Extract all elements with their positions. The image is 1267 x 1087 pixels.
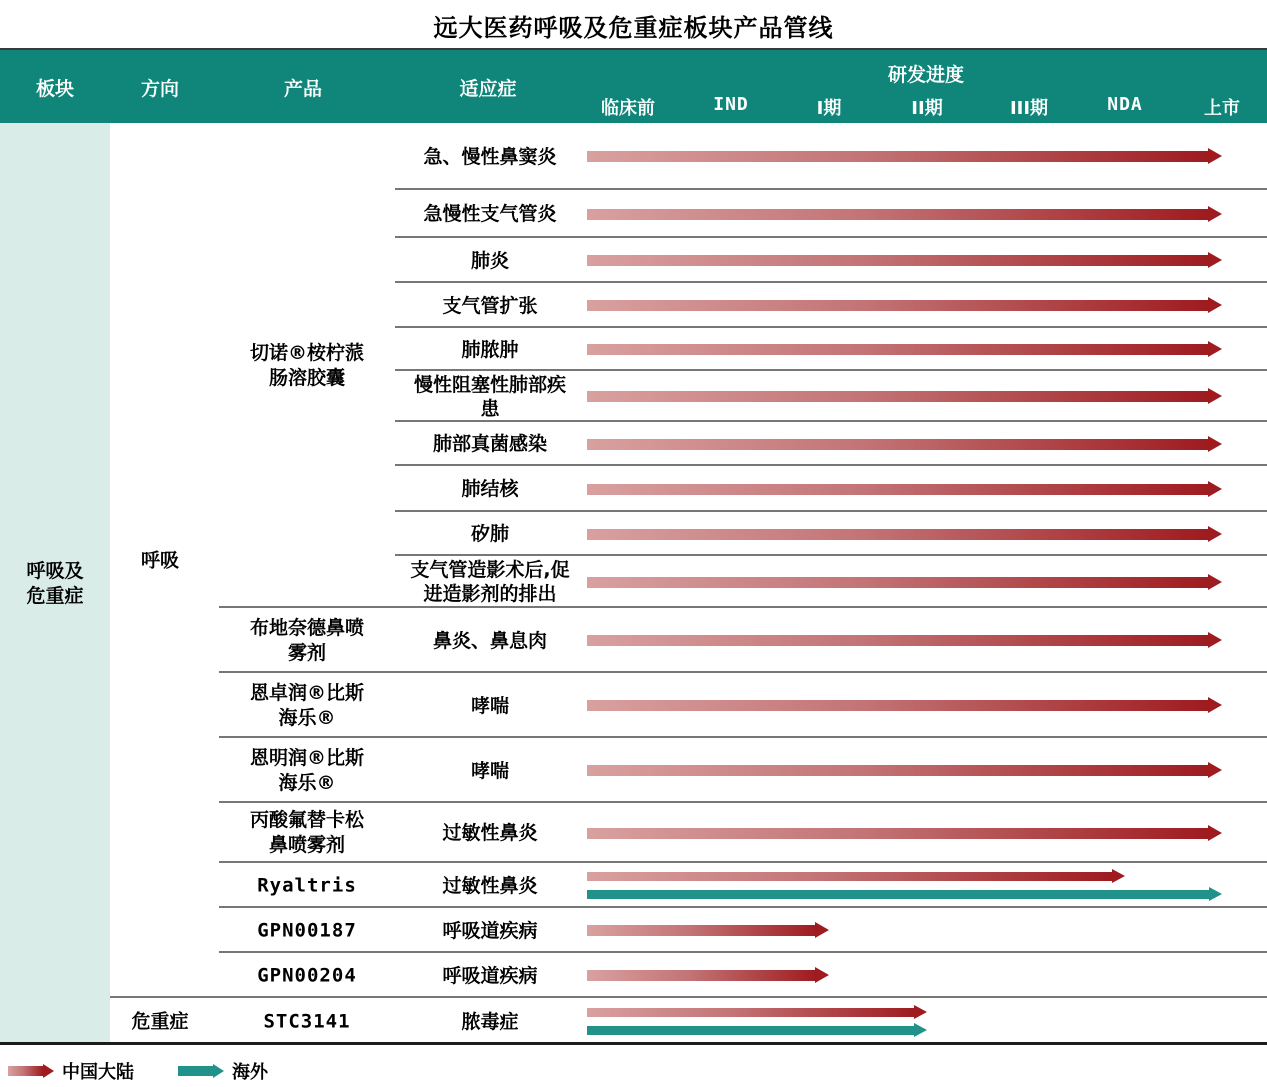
table-header [0,48,1267,123]
progress-arrow-china [587,697,1222,714]
product-label: Ryaltris [257,874,357,896]
pipeline-row [0,328,1267,371]
stage-header: 上市 [1204,98,1240,119]
indication-label: 鼻炎、鼻息肉 [432,629,547,652]
legend-item [178,1058,268,1084]
indication-label: 脓毒症 [461,1010,519,1033]
product-label: 恩明润®比斯海乐® [249,746,364,794]
pipeline-row [0,422,1267,466]
indication-label: 支气管扩张 [442,294,538,317]
pipeline-row [0,608,1267,673]
product-label: 切诺®桉柠蒎肠溶胶囊 [249,341,364,389]
stage-header: II期 [911,98,943,119]
progress-arrow-china [587,922,829,939]
progress-arrow-china [587,632,1222,649]
progress-arrow-china [587,762,1222,779]
progress-arrow-china [587,967,829,984]
stage-header: I期 [816,98,842,119]
progress-arrow-china [587,869,1125,884]
col-header-direction: 方向 [140,78,180,100]
legend-item [8,1058,134,1084]
pipeline-row [0,953,1267,998]
china-arrow-icon [8,1064,54,1078]
pipeline-row [0,123,1267,190]
progress-arrow-overseas [587,1023,927,1038]
progress-arrow-china [587,206,1222,223]
pipeline-row [0,803,1267,863]
indication-label: 急、慢性鼻窦炎 [423,145,557,168]
product-label: 恩卓润®比斯海乐® [249,681,364,729]
indication-label: 肺炎 [470,249,509,272]
product-label: GPN00204 [257,964,357,986]
pipeline-row [0,738,1267,803]
progress-arrow-china [587,148,1222,165]
indication-label: 肺部真菌感染 [432,433,547,455]
progress-arrow-overseas [587,887,1222,902]
progress-arrow-china [587,341,1222,358]
progress-arrow-china [587,252,1222,269]
progress-arrow-china [587,825,1222,842]
indication-label: 矽肺 [470,523,509,545]
stage-header: IND [713,94,749,115]
indication-label: 肺脓肿 [461,338,519,361]
progress-arrow-china [587,297,1222,314]
progress-arrow-china [587,481,1222,498]
chart-title: 远大医药呼吸及危重症板块产品管线 [433,14,834,42]
progress-arrow-china [587,388,1222,405]
col-header-section: 板块 [35,78,75,100]
product-label: GPN00187 [257,919,357,941]
indication-label: 急慢性支气管炎 [423,203,557,225]
legend-label: 中国大陆 [62,1062,134,1083]
pipeline-row [0,190,1267,238]
table-body [0,123,1267,1045]
indication-label: 过敏性鼻炎 [442,822,538,844]
indication-label: 呼吸道疾病 [442,919,538,942]
indication-label: 肺结核 [461,478,519,500]
pipeline-row [0,998,1267,1045]
col-header-indication: 适应症 [459,78,517,100]
stage-header: NDA [1107,94,1143,115]
progress-arrow-china [587,574,1222,591]
indication-label: 支气管造影术后,促进造影剂的排出 [410,559,570,605]
legend-label: 海外 [232,1062,268,1083]
row-divider [0,1042,1267,1045]
pipeline-row [0,283,1267,328]
indication-label: 过敏性鼻炎 [442,874,538,897]
progress-arrow-china [587,436,1222,453]
pipeline-row [0,863,1267,908]
indication-label: 慢性阻塞性肺部疾患 [413,373,566,420]
pipeline-row [0,371,1267,422]
progress-arrow-china [587,1005,927,1020]
progress-arrow-china [587,526,1222,543]
direction-label: 危重症 [131,1010,189,1032]
direction-label: 呼吸 [140,549,180,571]
product-label: 布地奈德鼻喷雾剂 [249,616,364,664]
product-label: STC3141 [263,1010,351,1032]
stage-header: III期 [1009,98,1049,119]
pipeline-row [0,673,1267,738]
section-label: 呼吸及危重症 [26,560,84,607]
pipeline-row [0,908,1267,953]
indication-label: 呼吸道疾病 [442,964,538,987]
indication-label: 哮喘 [470,694,509,717]
pipeline-row [0,238,1267,283]
indication-label: 哮喘 [470,759,509,782]
pipeline-row [0,512,1267,556]
col-header-progress: 研发进度 [887,64,964,86]
pipeline-row [0,466,1267,512]
overseas-arrow-icon [178,1064,224,1078]
product-label: 丙酸氟替卡松鼻喷雾剂 [249,809,364,856]
col-header-product: 产品 [283,78,323,100]
pipeline-row [0,556,1267,608]
stage-header: 临床前 [601,98,655,119]
